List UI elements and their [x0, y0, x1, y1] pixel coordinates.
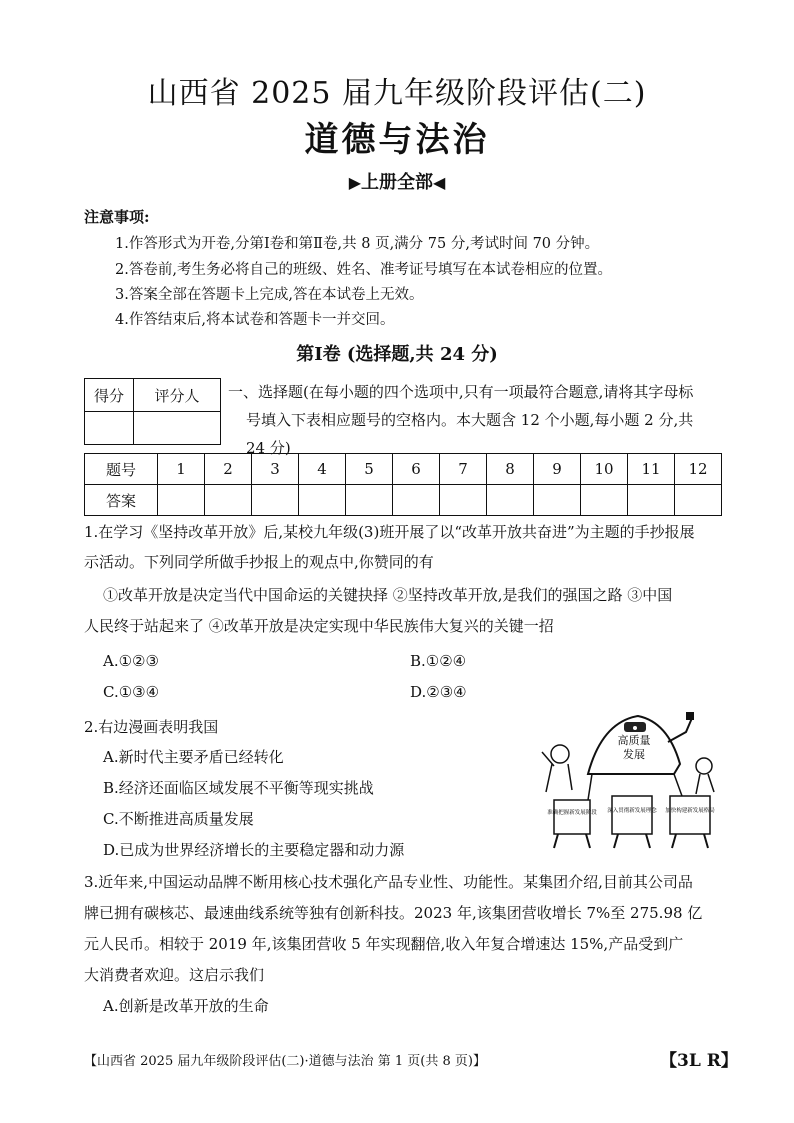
q3-stem-line: 牌已拥有碳核芯、最速曲线系统等独有创新科技。2023 年,该集团营收增长 7%至 275.98 亿: [84, 904, 703, 922]
q3-stem-line: 3.近年来,中国运动品牌不断用核心技术强化产品专业性、功能性。某集团介绍,目前其公司品: [84, 873, 693, 891]
q1-stem-line: 示活动。下列同学所做手抄报上的观点中,你赞同的有: [84, 553, 434, 571]
answer-cell[interactable]: [487, 485, 534, 516]
score-label: 得分: [85, 379, 134, 412]
page-footer: 【山西省 2025 届九年级阶段评估(二)·道德与法治 第 1 页(共 8 页)】: [84, 1054, 486, 1069]
roof-text-2: 发展: [623, 748, 645, 761]
score-box: [84, 378, 221, 445]
question-number: 9: [534, 454, 581, 485]
part1-intro-line: 24 分): [246, 439, 291, 457]
q1-stem-line: 1.在学习《坚持改革开放》后,某校九年级(3)班开展了以“改革开放共奋进”为主题的手抄报展: [84, 523, 695, 541]
question-number: 2: [205, 454, 252, 485]
paper-code: 【3L R】: [660, 1051, 738, 1071]
left-triangle-icon: ◀: [433, 173, 446, 192]
q1-option-d: D.②③④: [410, 683, 467, 701]
question-number: 8: [487, 454, 534, 485]
q1-option-b: B.①②④: [410, 652, 467, 670]
question-number: 12: [675, 454, 722, 485]
q2-option-a: A.新时代主要矛盾已经转化: [103, 748, 284, 766]
scope-label: [0, 168, 794, 194]
answer-cell[interactable]: [628, 485, 675, 516]
q1-option-a: A.①②③: [103, 652, 159, 670]
pillar-1-text: 准确把握新发展阶段: [547, 810, 597, 816]
roof-text-1: 高质量: [617, 734, 651, 747]
part1-intro-line: 号填入下表相应题号的空格内。本大题含 12 个小题,每小题 2 分,共: [246, 411, 694, 429]
q3-option-a: A.创新是改革开放的生命: [103, 997, 269, 1015]
grader-label: 评分人: [134, 379, 221, 412]
grader-cell[interactable]: [134, 412, 221, 445]
q3-stem-line: 元人民币。相较于 2019 年,该集团营收 5 年实现翻倍,收入年复合增速达 15%,产品受到广: [84, 935, 684, 953]
right-triangle-icon: ▶: [348, 173, 361, 192]
score-cell[interactable]: [85, 412, 134, 445]
answer-cell[interactable]: [252, 485, 299, 516]
question-number: 7: [440, 454, 487, 485]
scope-text: 上册全部: [361, 172, 433, 193]
answer-cell[interactable]: [346, 485, 393, 516]
q1-statements-line: 人民终于站起来了 ④改革开放是决定实现中华民族伟大复兴的关键一招: [84, 617, 554, 635]
answer-cell[interactable]: [205, 485, 252, 516]
answer-cell[interactable]: [534, 485, 581, 516]
answer-header: 答案: [85, 485, 158, 516]
cartoon-svg: [540, 712, 718, 854]
cartoon-illustration: [540, 712, 718, 854]
note-item: 1.作答形式为开卷,分第Ⅰ卷和第Ⅱ卷,共 8 页,满分 75 分,考试时间 70 分钟。: [115, 236, 600, 252]
note-item: 2.答卷前,考生务必将自己的班级、姓名、准考证号填写在本试卷相应的位置。: [115, 262, 612, 278]
q1-option-c: C.①③④: [103, 683, 160, 701]
part1-intro: [228, 378, 718, 462]
q2-option-d: D.已成为世界经济增长的主要稳定器和动力源: [103, 841, 405, 859]
note-item: 4.作答结束后,将本试卷和答题卡一并交回。: [115, 312, 395, 328]
part1-intro-line: 一、选择题(在每小题的四个选项中,只有一项最符合题意,请将其字母标: [228, 383, 694, 401]
q2-option-b: B.经济还面临区域发展不平衡等现实挑战: [103, 779, 374, 797]
question-number-header: 题号: [85, 454, 158, 485]
q3-stem-line: 大消费者欢迎。这启示我们: [84, 966, 265, 984]
question-number: 6: [393, 454, 440, 485]
question-number: 10: [581, 454, 628, 485]
q2-option-c: C.不断推进高质量发展: [103, 810, 254, 828]
answer-table: [84, 453, 722, 516]
question-number: 3: [252, 454, 299, 485]
question-number: 5: [346, 454, 393, 485]
notes-heading: 注意事项:: [84, 208, 150, 226]
answer-cell[interactable]: [393, 485, 440, 516]
answer-cell[interactable]: [440, 485, 487, 516]
answer-cell[interactable]: [158, 485, 205, 516]
q2-stem: 2.右边漫画表明我国: [84, 718, 219, 736]
q1-statements-line: ①改革开放是决定当代中国命运的关键抉择 ②坚持改革开放,是我们的强国之路 ③中国: [103, 586, 673, 604]
answer-cell[interactable]: [581, 485, 628, 516]
question-number: 11: [628, 454, 675, 485]
subject-title: 道德与法治: [304, 120, 490, 160]
pillar-3-text: 加快构建新发展格局: [665, 808, 715, 814]
note-item: 3.答案全部在答题卡上完成,答在本试卷上无效。: [115, 287, 424, 303]
answer-cell[interactable]: [299, 485, 346, 516]
question-number: 4: [299, 454, 346, 485]
section-title: 第Ⅰ卷 (选择题,共 24 分): [296, 344, 498, 365]
question-number: 1: [158, 454, 205, 485]
pillar-2-text: 深入贯彻新发展理念: [607, 808, 657, 814]
exam-title: 山西省 2025 届九年级阶段评估(二): [147, 76, 647, 111]
answer-cell[interactable]: [675, 485, 722, 516]
